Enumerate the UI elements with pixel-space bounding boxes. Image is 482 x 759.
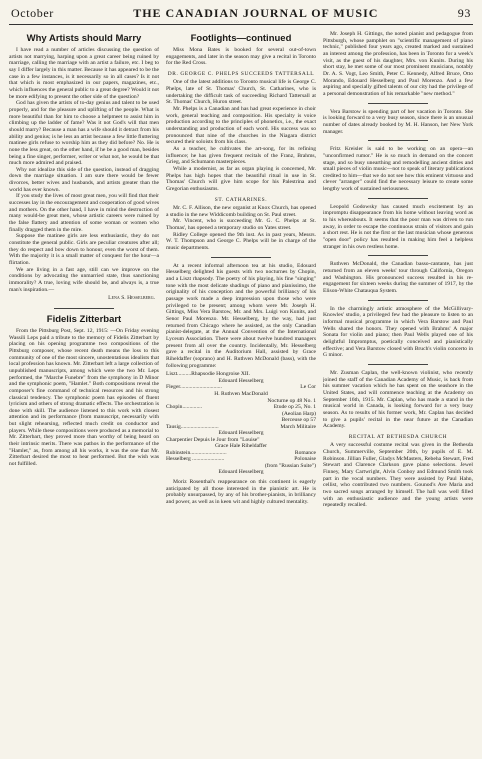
paragraph: God has given the artists of to-day genius and talent to be used properly, and for the pleasure and uplifting of the people. What is more beautiful than for him to choose a helpmeet to assist him in climbing up the ladder of fame? Was it not God's will that men should marry? Because a man has a wife should it detract from his ability and genius; is he less an artist because a few little fluttering matinee girls refuse to worship him as they did before? No. He is none the less great, on the other hand, if he be a good man, besides being a fine singer, performer, writer or what not, he would be that much more admired and praised. bbox=[9, 100, 159, 167]
paragraph: Vera Barstow is spending part of her vacation in Toronto. She is looking forward to a very busy season, since there is an unusual number of dates already booked by M. H. Hanson, her New York manager. bbox=[323, 108, 473, 135]
section-divider bbox=[368, 103, 428, 104]
programme-row: Fleger.............................. Le Cor bbox=[166, 384, 316, 391]
paragraph: If you study the lives of most great men, you will find that their successes lay in the encouragement and cooperation of good wives and mothers. On the other hand, I have in mind the destruction of many would-be great men, whose artistic careers were ruined by the false flattery and attention of some woman or women who finally dragged them in the mire. bbox=[9, 193, 159, 233]
article-heading-footlights: Footlights—continued bbox=[190, 33, 292, 44]
programme-row: Liszt..........Rhapsodie Hongroise XII. bbox=[166, 371, 251, 378]
journal-title: THE CANADIAN JOURNAL OF MUSIC bbox=[133, 6, 379, 20]
section-divider bbox=[368, 255, 428, 256]
paragraph: Mr. Phelps is a Canadian and has had great experience in choir work, general teaching and composition. His specialty is voice production according to the principles of phonetics, i.e., the exact understanding and production of each word. His success was so pronounced that nine of the churches in the Niagara district secured their soloists from his class. bbox=[166, 106, 316, 146]
programme-row: Hesselberg ....................... Polonaise bbox=[166, 456, 316, 463]
column-3 bbox=[323, 29, 473, 751]
header-rule bbox=[9, 24, 473, 25]
section-divider bbox=[368, 300, 428, 301]
programme-row: Chopin.............. Etude op 25, No. 1 bbox=[166, 404, 316, 411]
paragraph: Leopold Godowsky has caused much excitement by an impromptu disappearance from his home without leaving word as to his whereabouts. It seems that the poor man was driven to run away, in order to escape the continuous strain of visitors and gain a short rest. He is not the first or the last musician whose generous "open door" policy has resulted in making him feel a helpless stranger in his own restless home. bbox=[323, 203, 473, 250]
page-number: 93 bbox=[457, 6, 471, 20]
paragraph: At a recent informal afternoon tea at his studio, Edouard Hesselberg delighted his guests with two nocturnes by Chopin, and a Liszt rhapsody. The poetry of his playing, his fine "singing" tone with the most delicate shadings of piano and pianissimo, the originality of his conception and the powerful brilliancy of his passage work made a deep impression upon those who were privileged to be present; among whom were Mr. Joseph H. Gittings, Miss Vera Barstow, Mr. and Mrs. Luigi von Kunits, and Senor Paul Morenzo. Mr. Hesselberg, by the way, had just returned from Chicago where he assisted, as the only Canadian pianist-delegate, at the Annual Convention of the International Lyceum Association. There were about twelve hundred managers present from all over the country. Incidentally, Mr. Hesselberg gave a recital in the Auditorium Hall, assisted by Grace Riheldaffer (soprano) and H. Ruthven McDonald (bass), with the following programme: bbox=[166, 262, 316, 369]
programme-performer: Edouard Hesselberg bbox=[218, 469, 264, 476]
paragraph: Why not idealize this side of the question, instead of dragging down the marriage situation. I am sure there would be fewer divorces, better wives and husbands, and artists greater than the world has ever known. bbox=[9, 166, 159, 193]
subheading-phelps: DR. GEORGE C. PHELPS SUCCEEDS TATTERSALL bbox=[167, 70, 315, 77]
page-header bbox=[9, 6, 473, 21]
recital-programme bbox=[166, 371, 316, 476]
programme-row: Tausig........................... March Militaire bbox=[166, 423, 316, 430]
section-divider bbox=[368, 364, 428, 365]
paragraph: Moriz Rosenthal's reappearance on this continent is eagerly anticipated by all those interested in the pianistic art. He is probably unsurpassed, by any of his brother-pianists, in brilliancy and power, as well as in keen wit and highly cultured mentality. bbox=[166, 479, 316, 505]
programme-performer: Edouard Hesselberg bbox=[218, 377, 264, 384]
paragraph: We are living in a fast age, still can we improve on the conditions by advocating the unmarried state, thus sanctioning immorality? A true, loving wife should be, and always is, a true man's inspiration.— bbox=[9, 266, 159, 293]
programme-row: Rubinstein.......................... Romance bbox=[166, 449, 316, 456]
column-1 bbox=[9, 29, 159, 751]
paragraph: Mr. Joseph H. Gittings, the noted pianist and pedagogue from Pittsburgh, whose pamphlet on "scientific management of piano technic," published four years ago, created marked and sustained an interest among the profession, has been in Toronto for a week's visit, as the guest of his daughter, Mrs. von Kunits. During his short stay, he met some of our most prominent musicians, notably Dr. A. S. Vogt, Leo Smith, Peter C. Kennedy, Alfred Bruce, Otto Morando, Edouard Hesselberg and Paul Morenzo. And a few aspiring and specially gifted talents of our city had the privilege of a personal demonstration of his remarkable "new method." bbox=[323, 31, 473, 97]
columns bbox=[9, 29, 473, 751]
paragraph: In the charmingly artistic atmosphere of the McGillivary-Knowles' studio, a privileged few had the pleasure to listen to an informal musical programme in which Vera Barstow and Paul Wells shared the honors. They opened with Brahms' A major Sonata for violin and piano; then Paul Wells played one of his delightful Impromptus, poetically conceived and pianistically effective; and Vera Barstow closed with Bruch's violin concerto in G minor. bbox=[323, 305, 473, 359]
paragraph: Miss Mona Bates is booked for several out-of-town engagements, and later in the season may give a recital in Toronto for the Red Cross. bbox=[166, 47, 316, 67]
programme-row: (Aeolian Harp) bbox=[281, 410, 316, 417]
section-divider bbox=[54, 308, 114, 309]
paragraph: Mr. C. F. Allison, the new organist at Knox Church, has opened a studio in the new Widdicomb building on St. Paul street. bbox=[166, 205, 316, 218]
subheading-bethesda-recital: RECITAL AT BETHESDA CHURCH bbox=[348, 433, 448, 440]
programme-performer: Grace Hale Riheldaffer bbox=[214, 443, 268, 450]
programme-row: (from "Russian Suite") bbox=[264, 462, 316, 469]
paragraph: Ruthven McDonald, the Canadian basso-cantante, has just returned from an eleven weeks' tour through California, Oregon and Washington. His pronounced success resulted in his re-engagement for sixteen weeks during the summer of 1917, by the Elison-White Chatauqua System. bbox=[323, 261, 473, 294]
section-divider bbox=[368, 198, 428, 199]
subheading-st-catharines: ST. CATHARINES. bbox=[214, 196, 268, 203]
author-signature: Lena S. Hesselberg. bbox=[108, 295, 155, 302]
section-divider bbox=[368, 140, 428, 141]
programme-row: Nocturne op 48 No. 1 bbox=[267, 397, 316, 404]
paragraph: From the Pittsburg Post, Sept. 12, 1915: —On Friday evening Wassili Leps paid a tribute to the memory of Fidelis Zitterbart by placing on his opening programme two compositions of the Pittsburg composer, whose recent death means the loss to this community of one of the most sincere, unostentatious idealists that local profession has known. Mr. Zitterbart left a large collection of unpublished manuscripts, among which were the two Mr. Leps performed, the "Marche Funebre" from the symphony in D Minor and the symphonic poem, "Hamlet." Both compositions reveal the composer's fine command of technical resources and his strong classical tendency. The symphonic poem has episodes of fluent lyricism and others of strong dramatic effects. The orchestration is done with skill. The audience listened to this work with closest attention and its performance (from manuscript, necessarily with but slight rehearsing, reflected much credit on conductor and players. While these compositions were produced as a memorial to Mr. Zitterbart, they proved more than worthy of being heard on their intrinsic merits. There was pathos in the performance of the "Hamlet," as, from among all his works, it was the one that Mr. Zitterbart desired the most to hear performed. But the wish was not fulfilled. bbox=[9, 327, 159, 468]
programme-performer: H. Ruthven MacDonald bbox=[214, 390, 268, 397]
paragraph: As a teacher, he cultivates the art-song, for its refining influence; he has given frequent recitals of the Franz, Brahms, Grieg, and Schumann masterpieces. bbox=[166, 146, 316, 166]
column-2 bbox=[166, 29, 316, 751]
paragraph: Suppose the matinee girls are less enthusiastic, they do not constitute the general public. Girls are peculiar creatures after all; they do respect and bow down to honour, even the worst of them. With the majority it is a small matter of conquest for the hour—a flirtation. bbox=[9, 233, 159, 266]
programme-performer: Edouard Hesselberg bbox=[218, 430, 264, 437]
programme-row: Charpentier Depuis le Jour from "Louise" bbox=[166, 436, 260, 443]
paragraph: One of the latest additions to Toronto musical life is George C. Phelps, late of St. Thomas' Church, St. Catharines, who is undertaking the difficult task of succeeding Richard Tattersall at St. Thomas' Church, Huron street. bbox=[166, 79, 316, 106]
paragraph: Mr. Vincent, who is succeeding Mr. G. C. Phelps at St. Thomas', has opened a temporary studio on Yates street. bbox=[166, 218, 316, 232]
header-month: October bbox=[11, 6, 54, 20]
paragraph: Mr. Zusman Caplan, the well-known violinist, who recently joined the staff of the Canadian Academy of Music, is back from his summer vacation which he has spent on the seashore in the United States, and will commence teaching at the Academy on September 16th, 1915. Mr. Caplan, who has made a stand in the musical world in Canada, is looking forward for a very busy season. As to results of his former work, Mr. Caplan has decided to give a pupils' recital in the near future at the Canadian Academy. bbox=[323, 369, 473, 430]
paragraph: Ridley College opened the 9th inst. As in past years, Messrs. W. T. Thompson and George C. Phelps will be in charge of the music departments. bbox=[166, 231, 316, 252]
section-divider bbox=[211, 257, 271, 258]
paragraph: I have read a number of articles discussing the question of artists not marrying, harping upon a great career being ruined by marriage, calling the marriage with an artist a failure, etc. I beg to say I differ largely in this matter. Because it has appeared to be the case in a few instances, is it necessarily so in all cases? Is it not that which is most emphasized in our papers, magazines, etc., which influences the general public to a great degree? Would it not be more edifying to present the other side of the question? bbox=[9, 47, 159, 100]
article-heading-artists-marry: Why Artists should Marry bbox=[26, 33, 142, 44]
paragraph: Fritz Kreisler is said to be working on an opera—an "unconfirmed rumor." He is so much in demand on the concert stage, and so busy unearthing and remodelling ancient ditties and small pieces of violin music—not to speak of literary publications credited to him—that we do not see how this eminent virtuoso and clever "arranger" could find the necessary leisure to create some lengthy work of sustained seriousness. bbox=[323, 146, 473, 193]
programme-row: Berceuse op 57 bbox=[281, 417, 316, 424]
paragraph: A very successful costume recital was given in the Bethesda Church, Summerville, September 20th, by pupils of E. M. Robinson. Jillian Fuller, Gladys McMasters, Rebeha Stewart, Fred Stewart and Clarence Clarkson gave piano selections. Jewel Finney, Mary Cartwright, Alvin Conboy and Edmund Smith took part in the vocal numbers. They were assisted by Paul Hahn, cellist, who contributed two numbers. Gounod's Ave Maria and two sacred songs arranged by himself. The hall was well filled with an enthusiastic audience and the young artists were repeatedly recalled. bbox=[323, 442, 473, 509]
paragraph: While a modernist, as far as organ playing is concerned, Mr. Phelps has high hopes that the beautiful ritual in use in St. Thomas' Church will give him scope for his Palestrina and Gregorian enthusiasms. bbox=[166, 166, 316, 192]
article-heading-zitterbart: Fidelis Zitterbart bbox=[46, 313, 122, 325]
